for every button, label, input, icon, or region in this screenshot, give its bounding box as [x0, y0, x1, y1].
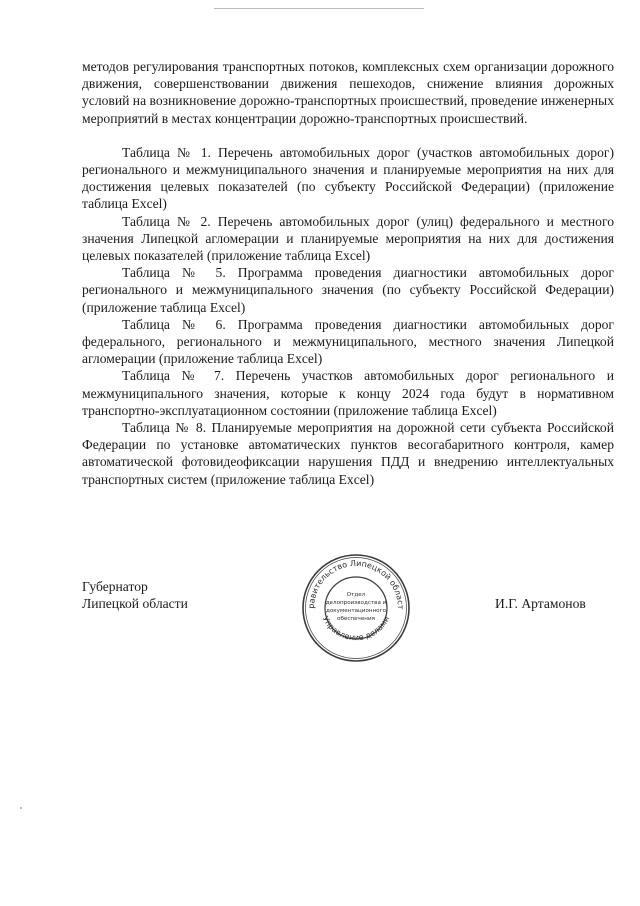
table-item-1: Таблица № 1. Перечень автомобильных дорог (участков автомобильных дорог) регионального и межмуниципального значения и планируемые мероприятия на них для достижения целевых показателей (по субъекту Российской Федерации) (приложение таблица Excel) [82, 144, 614, 212]
stamp-ring-top-text: равительство Липецкой област [306, 558, 406, 610]
table-item-6: Таблица № 6. Программа проведения диагностики автомобильных дорог федерального, регионального и межмуниципального, местного значения Липецкой агломерации (приложение таблица Excel) [82, 316, 614, 367]
signer-name: И.Г. Артамонов [495, 596, 586, 611]
scan-artifact [214, 8, 424, 9]
signer-position-line-2: Липецкой области [82, 596, 188, 612]
signer-position-line-1: Губернатор [82, 579, 148, 594]
stamp-ring-bottom-text: Управление делами [320, 614, 392, 643]
table-item-2: Таблица № 2. Перечень автомобильных дорог (улиц) федерального и местного значения Липецкой агломерации и планируемые мероприятия на них для достижения целевых показателей (приложение таблица Excel) [82, 213, 614, 264]
stamp-center-line-2: делопроизводства и [325, 600, 387, 606]
stamp-center-line-3: документационного [326, 608, 386, 614]
stamp-seal-icon [300, 552, 412, 664]
official-stamp [300, 552, 412, 664]
table-item-5: Таблица № 5. Программа проведения диагностики автомобильных дорог регионального и межмуниципального значения (по субъекту Российской Федерации) (приложение таблица Excel) [82, 265, 614, 315]
document-body [82, 58, 614, 488]
stamp-center-line-4: обеспечения [337, 616, 375, 622]
intro-paragraph: методов регулирования транспортных потоков, комплексных схем организации дорожного движения, совершенствовании движения пешеходов, снижение влияния дорожных условий на возникновение дорожно-транспортных происшествий, проведение инженерных мероприятий в местах концентрации дорожно-транспортных происшествий. [82, 59, 614, 126]
paragraph-gap [82, 127, 614, 144]
table-item-8: Таблица № 8. Планируемые мероприятия на дорожной сети субъекта Российской Федерации по установке автоматических пунктов весогабаритного контроля, камер автоматической фотовидеофиксации нарушения ПДД и внедрению интеллектуальных транспортных систем (приложение таблица Excel) [82, 420, 614, 487]
table-item-7: Таблица № 7. Перечень участков автомобильных дорог регионального и межмуниципального значения, которые к концу 2024 года будут в нормативном транспортно-эксплуатационном состоянии (приложение таблица Excel) [82, 368, 614, 418]
scan-dot [20, 807, 22, 809]
signer-position [82, 578, 188, 612]
stamp-center-line-1: Отдел [346, 592, 366, 598]
